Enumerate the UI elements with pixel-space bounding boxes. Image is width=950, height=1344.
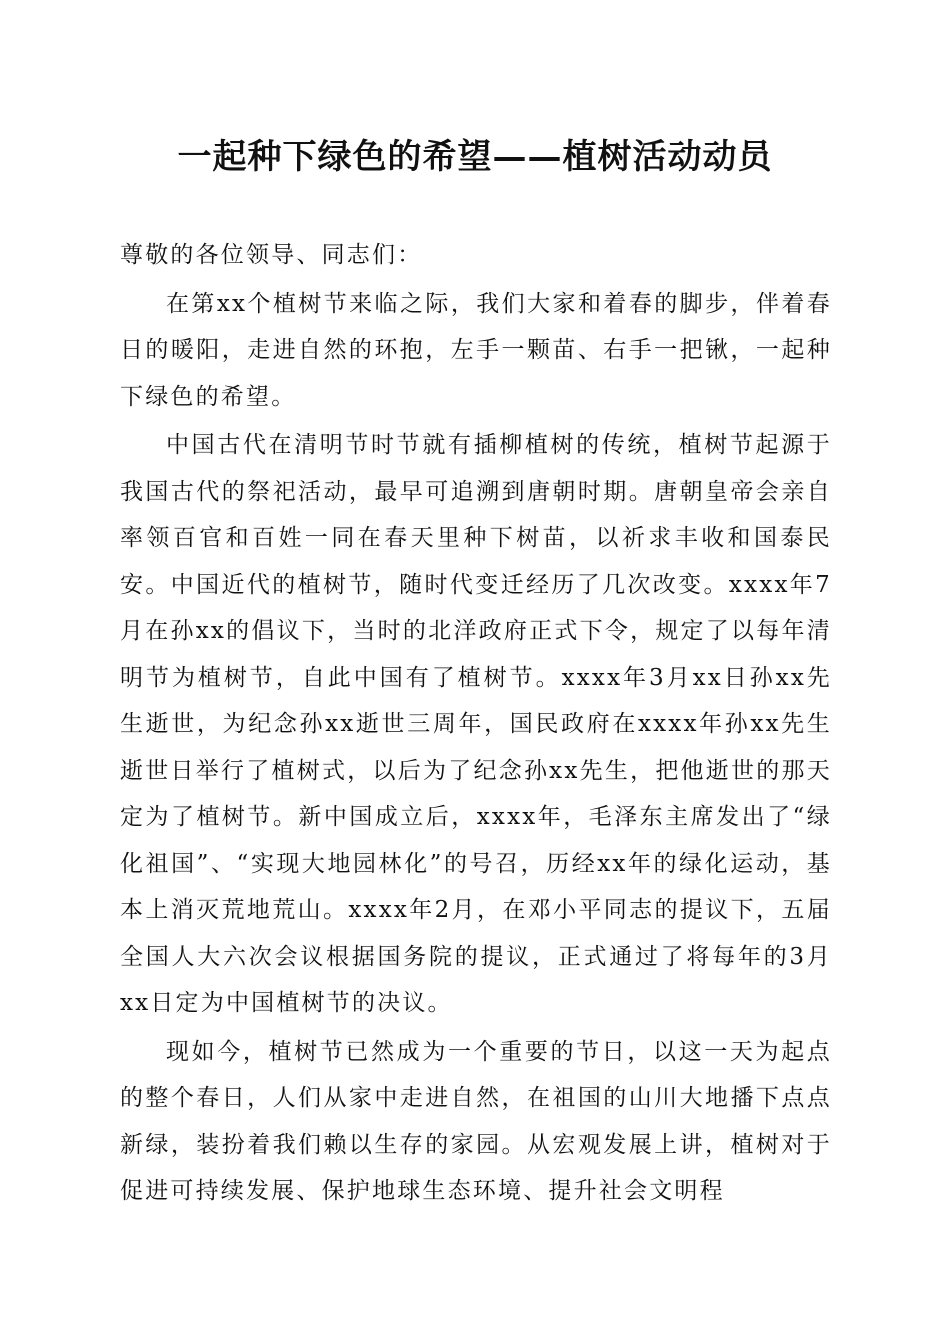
document-body: [120, 232, 832, 1215]
paragraph-1: 在第xx个植树节来临之际，我们大家和着春的脚步，伴着春日的暖阳，走进自然的环抱，左手一颗苗、右手一把锹，一起种下绿色的希望。: [120, 290, 832, 410]
paragraph-2: 中国古代在清明节时节就有插柳植树的传统，植树节起源于我国古代的祭祀活动，最早可追溯到唐朝时期。唐朝皇帝会亲自率领百官和百姓一同在春天里种下树苗，以祈求丰收和国泰民安。中国近代的植树节，随时代变迁经历了几次改变。xxxx年7月在孙xx的倡议下，当时的北洋政府正式下令，规定了以每年清明节为植树节，自此中国有了植树节。xxxx年3月xx日孙xx先生逝世，为纪念孙xx逝世三周年，国民政府在xxxx年孙xx先生逝世日举行了植树式，以后为了纪念孙xx先生，把他逝世的那天定为了植树节。新中国成立后，xxxx年，毛泽东主席发出了“绿化祖国”、“实现大地园林化”的号召，历经xx年的绿化运动，基本上消灭荒地荒山。xxxx年2月，在邓小平同志的提议下，五届全国人大六次会议根据国务院的提议，正式通过了将每年的3月xx日定为中国植树节的决议。: [120, 432, 832, 1016]
salutation: 尊敬的各位领导、同志们：: [120, 242, 423, 268]
paragraph-3: 现如今，植树节已然成为一个重要的节日，以这一天为起点的整个春日，人们从家中走进自然，在祖国的山川大地播下点点新绿，装扮着我们赖以生存的家园。从宏观发展上讲，植树对于促进可持续发展、保护地球生态环境、提升社会文明程: [120, 1038, 832, 1204]
document-title: 一起种下绿色的希望——植树活动动员: [177, 137, 773, 177]
